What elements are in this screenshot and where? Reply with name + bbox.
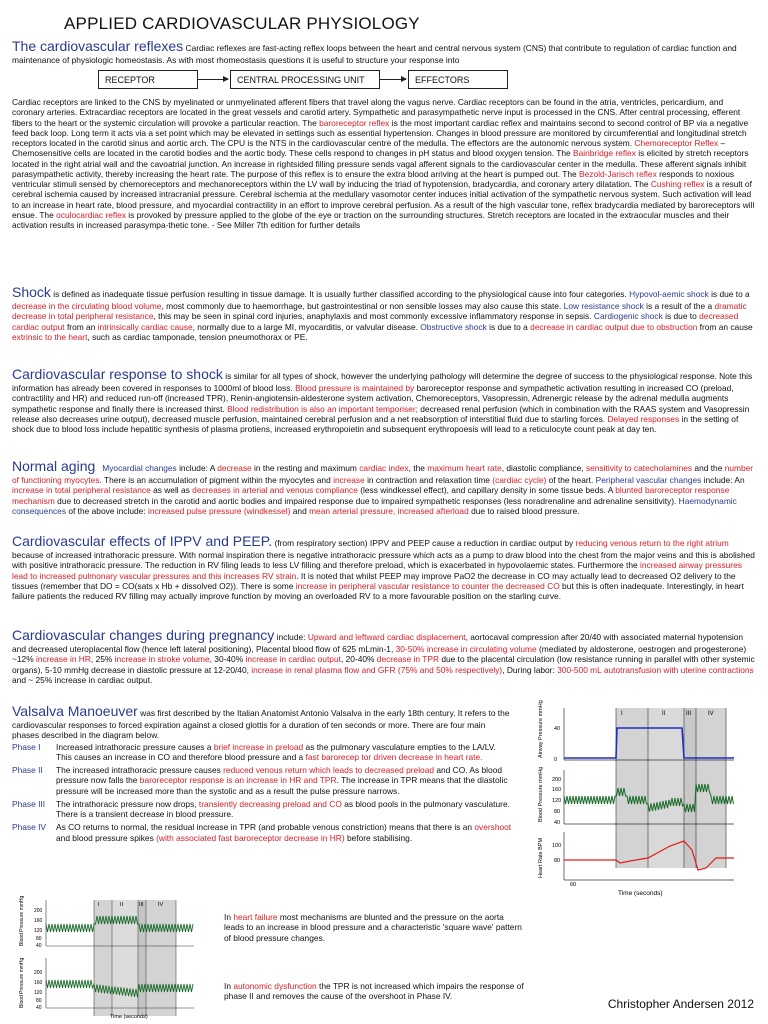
response-section: Cardiovascular response to shock is similar for all types of shock, however the underlying pathology will determine the degree of success to the physiological response. Note this information has already been covered in responses to 1000ml of blood loss. Blood pressure is maintained by baroreceptor response and sympathetic activation resulting in increased CO (preload, contractility and HR) and reduced run-off (increased TPR), Renin-angiotensin-aldesterone system activation, Chemoreceptors, Vasopressin, Adrenergic release by the adrenal medulla augments sympathetic response and finally there is increased thirst. Blood redistribution is also an important temporiser; decreased renal perfusion (which in combination with the RAAS system and Vasopressin release also decreases urine output), decreased muscle perfusion, maintained cerebral perfusion and a net reabsorption of interstitial fluid due to starling forces. Delayed responses in the setting of shock due to blood loss include hepatitic synthesis of plasma protiens, increased erythropoietin and subsequent erythropoesis will lead to a reticulocyte count peak at day ten. xyxy=(12,366,753,435)
ad-tick-80: 80 xyxy=(36,998,42,1004)
pregnancy-section: Cardiovascular changes during pregnancy include: Upward and leftward cardiac displacement, aortocaval compression after 20/40 with associated maternal hypotension and decreased uteroplacental flow (hence left lateral positioning), Placental blood flow of 625 mLmin-1, 30-50% increase in circulating volume (mediated by aldosterone, oestrogen and progesterone) ~12% increase in HR, 25% increase in stroke volume, 30-40% increase in cardiac output, 20-40% decrease in TPR due to the placental circulation (low resistance running in parallel with other systemic organs), 5-10 mmHg decrease in diastolic pressure at 12-20/40, increase in renal plasma flow and GFR (75% and 50% respectively), During labor: 300-500 mL autotransfusion with uterine contractions and ~ 25% increase in cardiac output. xyxy=(12,627,755,685)
ippv-heading: Cardiovascular effects of IPPV and PEEP. xyxy=(12,533,273,549)
phase-band-3 xyxy=(684,708,696,868)
hf-bp-label: Blood Pressure mmHg xyxy=(19,896,25,946)
bp-label: Blood Pressure mmHg xyxy=(538,766,544,822)
pregnancy-heading: Cardiovascular changes during pregnancy xyxy=(12,627,275,643)
phase-1: Phase I Increased intrathoracic pressure causes a brief increase in preload as the pulmonary vasculature empties to the LA/LV. This causes an increase in CO and therefore blood pressure and a fast barorecep tor driven decrease in heart rate. xyxy=(12,741,496,762)
reflexes-body: Cardiac receptors are linked to the CNS by myelinated or unmyelinated afferent fibers that travel along the vagus nerve. Cardiac receptors can be found in the atria, ventricles, pericardium, and coronary arteries. Extracardiac receptors are located in the great vessels and carotid artery. Sympathetic and parasympathetic nerve input is processed in the CNS. After central processing, efferent fibers to the heart or the systemic circulation will provoke a particular reaction. The baroreceptor reflex is the most important cardiac reflex and maintains second to second control of BP via a negative feed back loop. Long term it acts via a set point which may be elevated in settings such as essential hypertension. Changes in blood pressure are monitored by circumferential and longitudinal stretch receptors located in the carotid sinus and aortic arch. The CPU is the NTS in the cardiovascular centre of the medulla. The effectors are the autonomic nervous system. Chemoreceptor Reflex –Chemosensitive cells are located in the carotid bodies and the aortic body. These cells respond to changes in pH status and blood oxygen tension. The Bainbridge reflex is elicited by stretch receptors located in the right atrial wall and the cavoatrial junction. An increase in rightsided filling pressure sends vagal afferent signals to the cardiovascular center in the medulla. These afferent signals inhibit parasympathetic activity, thereby increasing the heart rate. The purpose of this reflex is to ensure the extra blood arriving at the heart is pumped out. The Bezold-Jarisch reflex responds to noxious ventricular stimuli sensed by chemoreceptors and mechanoreceptors within the LV wall by inducing the triad of hypotension, bradycardia, and coronary artery dilatation. The Cushing reflex is a result of cerebral ischemia caused by increased intracranial pressure. Cerebral ischemia at the medullary vasomotor center induces initial activation of the sympathetic nervous system. Such activation will lead to an increase in heart rate, blood pressure, and myocardial contractility in an effort to improve cerebral perfusion. As a result of the high vascular tone, reflex bradycardia mediated by baroreceptors will ensue. The oculocardiac reflex is provoked by pressure applied to the globe of the eye or traction on the surrounding structures. Stretch receptors are located in the extraocular muscles and their activation results in increased parasympa-thetic tone. - See Miller 7th edition for further details xyxy=(12,97,755,230)
phase-3: Phase III The intrathoracic pressure now drops, transiently decreasing preload and CO as blood pools in the pulmonary vasculature. There is a transient decrease in blood pressure. xyxy=(12,798,510,820)
flow-effectors: EFFECTORS xyxy=(408,70,508,89)
ad-tick-200: 200 xyxy=(34,970,43,976)
phase-bands xyxy=(616,708,726,868)
autonomic-dysfunction-note: In autonomic dysfunction the TPR is not increased which impairs the response of phase II and removes the cause of the overshoot in Phase IV. xyxy=(224,981,524,1002)
hf-tick-80: 80 xyxy=(36,936,42,942)
bp-tick-40: 40 xyxy=(554,820,561,826)
hr-tick-100: 100 xyxy=(552,843,562,849)
bp-tick-80: 80 xyxy=(554,809,561,815)
bp-tick-160: 160 xyxy=(552,787,562,793)
ad-bp-label: Blood Pressure mmHg xyxy=(19,957,25,1008)
reflexes-heading: The cardiovascular reflexes xyxy=(12,38,184,54)
phase-label-3: III xyxy=(686,711,692,717)
reflexes-intro: The cardiovascular reflexes Cardiac reflexes are fast-acting reflex loops between the heart and central nervous system (CNS) that contribute to regulation of cardiac function and maintenance of physiologic homeostasis. As with most rhomeostasis questions it is useful to structure your response into xyxy=(12,38,737,66)
bezold-jarisch-reflex: Bezold-Jarisch reflex xyxy=(579,168,657,179)
hr-label: Heart Rate BPM xyxy=(538,837,544,878)
hf-tick-200: 200 xyxy=(34,908,43,914)
response-heading: Cardiovascular response to shock xyxy=(12,366,223,382)
aging-section: Normal aging Myocardial changes include: A decrease in the resting and maximum cardiac index, the maximum heart rate, diastolic compliance, sensitivity to catecholamines and the number of functioning myocytes. There is an accumulation of pigment within the myocytes and increase in contraction and relaxation time (cardiac cycle) of the heart. Peripheral vascular changes include: An increase in total peripheral resistance as well as decreases in arterial and venous compliance (less windkessel effect), and capillary density in some tissue beds. A blunted baroreceptor response mechanism due to decreased stretch in the carotid and aortic bodies and impaired response due to impaired sympathetic responses (less noradrenaline and adrenaline sensitivity). Haemodynamic consequences of the above include: increased pulse pressure (windkessel) and mean arterial pressure, increased afterload due to raised blood pressure. xyxy=(12,458,754,516)
valsalva-heading: Valsalva Manoeuver xyxy=(12,703,138,719)
phase-label-4: IV xyxy=(708,711,714,717)
ippv-section: Cardiovascular effects of IPPV and PEEP. (from respiratory section) IPPV and PEEP cause a reduction in cardiac output by reducing venous return to the right atrium because of increased intrathoracic pressure. With normal inspiration there is negative intrathoracic pressure which acts as a pump to draw blood into the chest from the major veins and this is abolished with positive intrathoracic pressure. The reduction in RV filing leads to less LV filling and therefore preload, which is exacerbated in hypovolaemic states. Furthermore the increased airway pressures lead to increased pulmonary vascular pressures and this increases RV strain. It is noted that whilst PEEP may improve PaO2 the decrease in CO may actually lead to decreased O2 delivery to the tissues (remember that DO = CO(sats x Hb + dissolved O2)). There is some increase in peripheral vascular resistance to counter the decreased CO but this is often inadequate. Interestingly, in heart failure patients the reduced RV filling may actually improve function by moving an overloaded RV to a more favourable position on the starling curve. xyxy=(12,533,755,602)
small-diagrams xyxy=(14,896,214,1020)
time-label: Time (seconds) xyxy=(618,890,663,897)
hf-tick-120: 120 xyxy=(34,928,43,934)
small-phase-label-2: II xyxy=(120,902,124,908)
small-phase-2 xyxy=(112,900,138,1016)
phase-label-2: II xyxy=(662,711,666,717)
valsalva-section: Valsalva Manoeuver was first described by the Italian Anatomist Antonio Valsalva in the early 18th century. It refers to the cardiovascular responses to forced expiration against a closed glottis for a duration of ten seconds or more. There are four main phases described in the diagram below. Phase I Increased intrathoracic pressure causes a brief increase in preload as the pulmonary vasculature empties to the LA/LV. This causes an increase in CO and therefore blood pressure and a fast barorecep tor driven decrease in heart rate. Phase II The increased intrathoracic pressure causes reduced venous return which leads to decreased preload and CO. As blood pressure now falls the baroreceptor response is an increase in HR and TPR. The increase in TPR means that the diastolic pressure will be increased more than the systolic and as a result the pulse pressure narrows. Phase III The intrathoracic pressure now drops, transiently decreasing preload and CO as blood pools in the pulmonary vasculature. There is a transient decrease in blood pressure. Phase IV As CO returns to normal, the residual increase in TPR (and probable venous constriction) means that there is an overshoot and blood pressure spikes (with associated fast baroreceptor decrease in HR) before stabilising. xyxy=(12,703,512,843)
author-credit: Christopher Andersen 2012 xyxy=(607,997,754,1012)
airway-tick-0: 0 xyxy=(554,757,558,763)
baroreceptor-reflex: baroreceptor reflex xyxy=(319,117,390,128)
aging-heading: Normal aging xyxy=(12,458,96,474)
shock-section: Shock is defined as inadequate tissue perfusion resulting in tissue damage. It is usually further classified according to the physiological cause into four categories. Hypovol-aemic shock is due to a decrease in the circulating blood volume, most commonly due to haemorrhage, but gastrointestinal or non sensible losses may also cause this state. Low resistance shock is a result of the a dramatic decrease in total peripheral resistance, this may be seen in spinal cord injuries, anaphylaxis and most commonly excessive inflammatory response in sepsis. Cardiogenic shock is due to decreased cardiac output from an intrinsically cardiac cause, normally due to a large MI, myocarditis, or valvular disease. Obstructive shock is due to a decrease in cardiac output due to obstruction from an cause extrinsic to the heart, such as cardiac tamponade, tension pneumothorax or PE. xyxy=(12,284,753,342)
small-phase-4 xyxy=(146,900,176,1016)
small-phase-label-4: IV xyxy=(158,902,164,908)
airway-pressure-label: Airway Pressure mmHg xyxy=(538,700,544,758)
small-time-label: Time (seconds) xyxy=(110,1014,148,1020)
small-phase-label-1: I xyxy=(98,902,100,908)
flow-cpu: CENTRAL PROCESSING UNIT xyxy=(230,70,380,89)
cushing-reflex: Cushing reflex xyxy=(650,179,705,189)
small-phase-label-3: III xyxy=(139,902,144,908)
oculocardiac-reflex: oculocardiac reflex xyxy=(56,209,126,220)
bp-tick-200: 200 xyxy=(552,777,562,783)
hf-tick-160: 160 xyxy=(34,918,43,924)
phase-4: Phase IV As CO returns to normal, the residual increase in TPR (and probable venous constriction) means that there is an overshoot and blood pressure spikes (with associated fast baroreceptor decrease in HR) before stabilising. xyxy=(12,822,512,843)
shock-heading: Shock xyxy=(12,284,51,300)
ad-tick-160: 160 xyxy=(34,980,43,986)
airway-tick-40: 40 xyxy=(554,726,561,732)
ad-tick-120: 120 xyxy=(34,990,43,996)
phase-2: Phase II The increased intrathoracic pressure causes reduced venous return which leads to decreased preload and CO. As blood pressure now falls the baroreceptor response is an increase in HR and TPR. The increase in TPR means that the diastolic pressure will be increased more than the systolic and as a result the pulse pressure narrows. xyxy=(12,765,508,796)
hr-tick-80: 80 xyxy=(554,858,561,864)
page-title: APPLIED CARDIOVASCULAR PHYSIOLOGY xyxy=(64,14,420,33)
flow-arrow-2 xyxy=(380,79,406,80)
hr-tick-60: 60 xyxy=(570,882,577,888)
flow-receptor: RECEPTOR xyxy=(98,70,198,89)
small-phase-3 xyxy=(138,900,146,1016)
phase-band-2-fill xyxy=(648,708,684,868)
bainbridge-reflex: Bainbridge reflex xyxy=(573,148,636,159)
valsalva-diagram xyxy=(520,700,760,900)
bp-tick-120: 120 xyxy=(552,798,562,804)
phase-label-1: I xyxy=(621,711,623,717)
chemoreceptor-reflex: Chemoreceptor Reflex xyxy=(634,138,719,148)
ad-tick-40: 40 xyxy=(36,1005,42,1011)
phase-band-4 xyxy=(696,708,726,868)
heart-failure-note: In heart failure most mechanisms are blunted and the pressure on the aorta leads to an increase in blood pressure and a characteristic 'square wave' pattern of blood pressure changes. xyxy=(224,912,522,943)
flow-arrow-1 xyxy=(198,79,228,80)
hf-tick-40: 40 xyxy=(36,943,42,949)
